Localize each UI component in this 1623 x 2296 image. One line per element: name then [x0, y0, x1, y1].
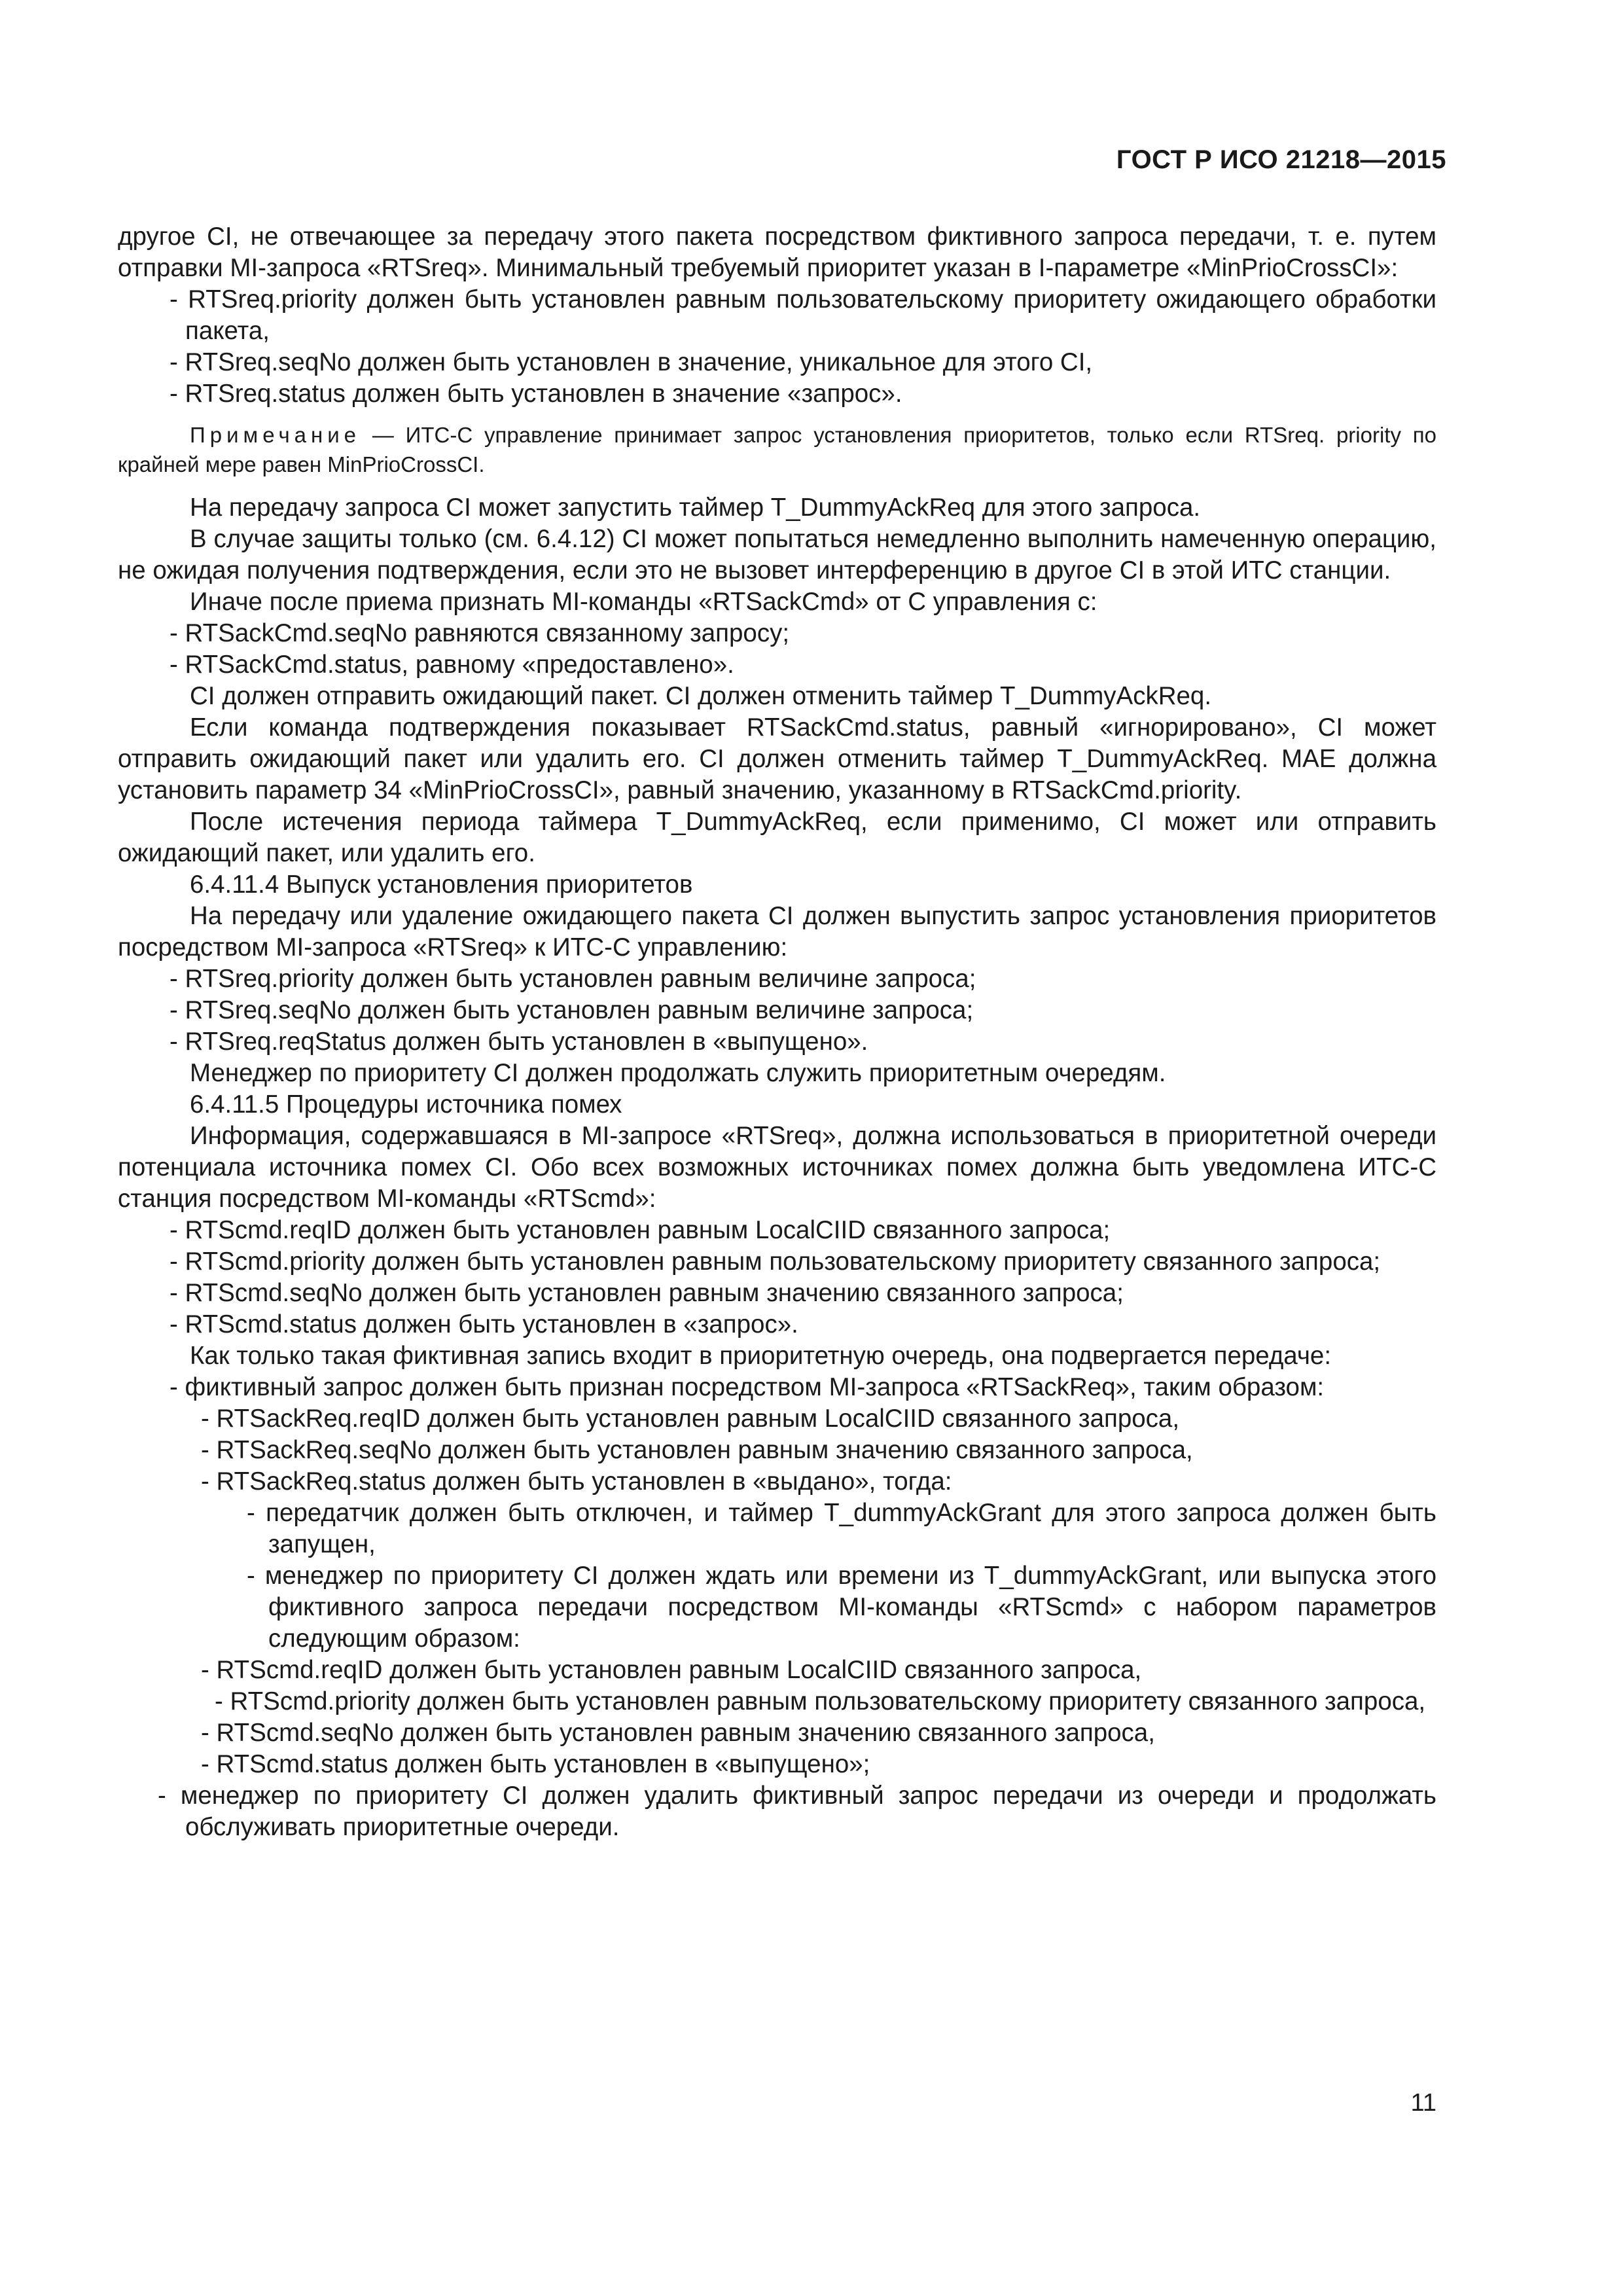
paragraph: - RTScmd.priority должен быть установлен равным пользовательскому приоритету связанного запроса;: [169, 1247, 1381, 1276]
paragraph: - RTScmd.reqID должен быть установлен равным LocalCIID связанного запроса;: [169, 1216, 1111, 1244]
document-body: [118, 221, 1436, 1843]
paragraph: Если команда подтверждения показывает RTSackCmd.status, равный «игнорировано», CI может отправить ожидающий пакет или удалить его. CI должен отменить таймер T_DummyAckReq. MAE должна установить параметр 34 «MinPrioCrossCI», равный значению, указанному в RTSackCmd.priority.: [118, 713, 1436, 804]
paragraph: - RTScmd.reqID должен быть установлен равным LocalCIID связанного запроса,: [201, 1656, 1142, 1684]
note-paragraph: [118, 420, 1436, 479]
paragraph: 6.4.11.4 Выпуск установления приоритетов: [190, 870, 693, 899]
paragraph: - RTSreq.priority должен быть установлен равным пользовательскому приоритету ожидающего обработки пакета,: [169, 285, 1436, 345]
paragraph: Информация, содержавшаяся в MI-запросе «RTSreq», должна использоваться в приоритетной очереди потенциала источника помех CI. Обо всех возможных источниках помех должна быть уведомлена ИТС-С станция посредством MI-команды «RTScmd»:: [118, 1122, 1436, 1213]
paragraph: другое CI, не отвечающее за передачу этого пакета посредством фиктивного запроса передачи, т. е. путем отправки MI-запроса «RTSreq». Минимальный требуемый приоритет указан в I-параметре «MinPrioCrossCI»:: [118, 223, 1436, 282]
paragraph: - RTSreq.priority должен быть установлен равным величине запроса;: [169, 965, 976, 993]
paragraph: - RTSreq.seqNo должен быть установлен в значение, уникальное для этого CI,: [169, 348, 1093, 376]
note-block: [118, 420, 1436, 479]
paragraph: В случае защиты только (см. 6.4.12) CI может попытаться немедленно выполнить намеченную операцию, не ожидая получения подтверждения, если это не вызовет интерференцию в другое CI в этой ИТС станции.: [118, 525, 1436, 584]
paragraph: Иначе после приема признать MI-команды «RTSackCmd» от С управления с:: [190, 588, 1097, 616]
paragraph: - менеджер по приоритету CI должен удалить фиктивный запрос передачи из очереди и продолжать обслуживать приоритетные очереди.: [158, 1782, 1436, 1841]
text-block-2: [118, 492, 1436, 1843]
paragraph: - фиктивный запрос должен быть признан посредством MI-запроса «RTSackReq», таким образом:: [169, 1373, 1325, 1401]
paragraph: - RTScmd.status должен быть установлен в «выпущено»;: [201, 1750, 870, 1778]
standard-header: ГОСТ Р ИСО 21218—2015: [1116, 145, 1446, 174]
paragraph: CI должен отправить ожидающий пакет. CI должен отменить таймер T_DummyAckReq.: [190, 682, 1212, 710]
note-label: Примечание: [190, 423, 361, 447]
paragraph: - RTScmd.seqNo должен быть установлен равным значению связанного запроса,: [201, 1719, 1155, 1747]
page-number: 11: [1410, 2089, 1436, 2117]
paragraph: - RTSackReq.reqID должен быть установлен равным LocalCIID связанного запроса,: [201, 1405, 1180, 1433]
paragraph: Как только такая фиктивная запись входит в приоритетную очередь, она подвергается передаче:: [190, 1342, 1332, 1370]
paragraph: - RTSreq.reqStatus должен быть установлен в «выпущено».: [169, 1028, 868, 1056]
paragraph: После истечения периода таймера T_DummyAckReq, если применимо, CI может или отправить ожидающий пакет, или удалить его.: [118, 808, 1436, 867]
paragraph: 6.4.11.5 Процедуры источника помех: [190, 1090, 622, 1119]
paragraph: - RTScmd.priority должен быть установлен равным пользовательскому приоритету связанного запроса,: [215, 1687, 1426, 1715]
paragraph: - RTSreq.status должен быть установлен в значение «запрос».: [169, 380, 902, 408]
paragraph: - RTSackCmd.status, равному «предоставлено».: [169, 651, 734, 679]
paragraph: - менеджер по приоритету CI должен ждать или времени из T_dummyAckGrant, или выпуска этого фиктивного запроса передачи посредством MI-команды «RTScmd» с набором параметров следующим образом:: [247, 1562, 1436, 1653]
paragraph: - RTScmd.seqNo должен быть установлен равным значению связанного запроса;: [169, 1279, 1124, 1307]
paragraph: - RTSackCmd.seqNo равняются связанному запросу;: [169, 619, 790, 647]
paragraph: - передатчик должен быть отключен, и таймер T_dummyAckGrant для этого запроса должен быть запущен,: [247, 1499, 1436, 1558]
paragraph: Менеджер по приоритету CI должен продолжать служить приоритетным очередям.: [190, 1059, 1166, 1087]
note-text: — ИТС-С управление принимает запрос установления приоритетов, только если RTSreq. priority по крайней мере равен MinPrioCrossCI.: [118, 423, 1436, 476]
paragraph: На передачу запроса CI может запустить таймер T_DummyAckReq для этого запроса.: [190, 493, 1201, 522]
paragraph: - RTSreq.seqNo должен быть установлен равным величине запроса;: [169, 996, 974, 1024]
text-block-1: [118, 221, 1436, 410]
paragraph: - RTSackReq.status должен быть установлен в «выдано», тогда:: [201, 1467, 952, 1496]
paragraph: На передачу или удаление ожидающего пакета CI должен выпустить запрос установления приоритетов посредством MI-запроса «RTSreq» к ИТС-С управлению:: [118, 902, 1436, 961]
paragraph: - RTScmd.status должен быть установлен в «запрос».: [169, 1310, 798, 1338]
paragraph: - RTSackReq.seqNo должен быть установлен равным значению связанного запроса,: [201, 1436, 1193, 1464]
